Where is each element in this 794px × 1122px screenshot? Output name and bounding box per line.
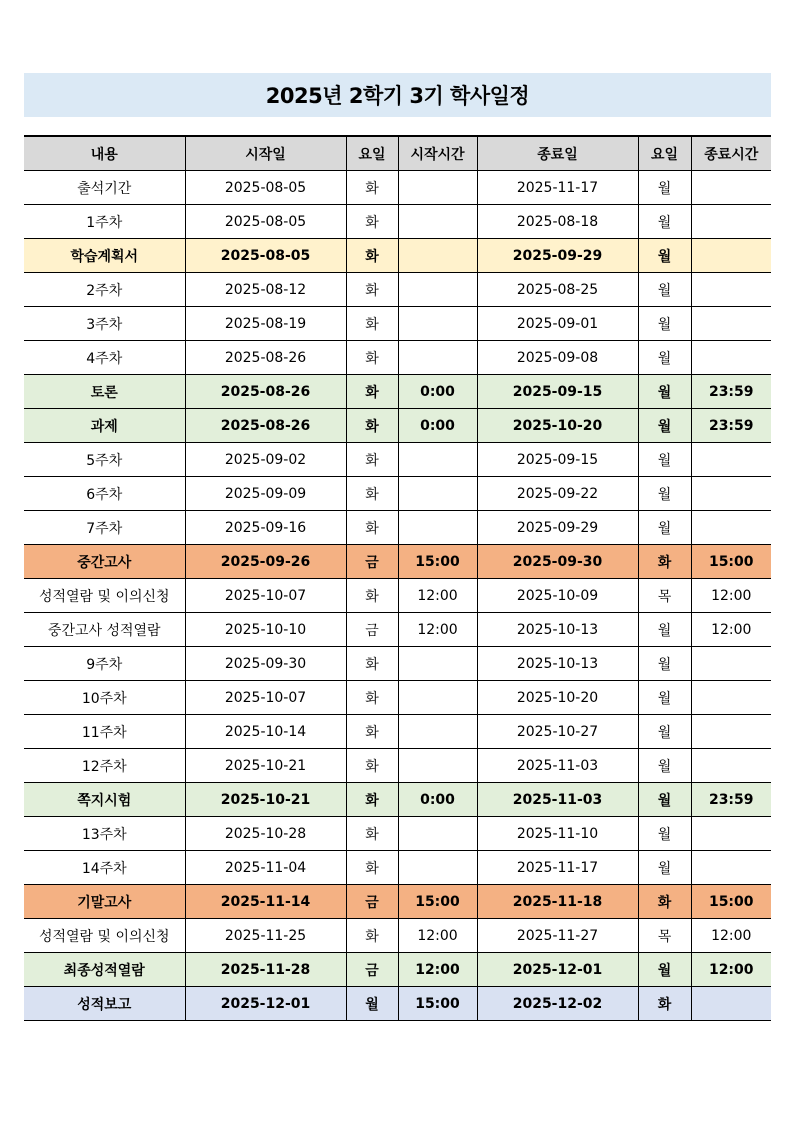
cell-end-weekday: 월: [638, 613, 691, 647]
cell-end-time: [691, 307, 771, 341]
cell-end-date: 2025-09-29: [477, 511, 638, 545]
cell-end-weekday: 월: [638, 953, 691, 987]
cell-start-time: 0:00: [398, 409, 477, 443]
cell-start-time: [398, 443, 477, 477]
cell-start-weekday: 화: [346, 681, 398, 715]
table-header-row: [24, 136, 771, 171]
cell-end-date: 2025-10-09: [477, 579, 638, 613]
cell-content: 7주차: [24, 511, 185, 545]
cell-end-date: 2025-11-27: [477, 919, 638, 953]
header-content: 내용: [24, 136, 185, 171]
cell-end-weekday: 월: [638, 409, 691, 443]
cell-start-date: 2025-08-26: [185, 409, 346, 443]
cell-end-date: 2025-09-01: [477, 307, 638, 341]
cell-end-date: 2025-12-01: [477, 953, 638, 987]
cell-content: 성적보고: [24, 987, 185, 1021]
cell-start-time: 15:00: [398, 545, 477, 579]
cell-start-weekday: 월: [346, 987, 398, 1021]
cell-end-weekday: 월: [638, 341, 691, 375]
cell-end-date: 2025-11-17: [477, 171, 638, 205]
cell-end-weekday: 월: [638, 749, 691, 783]
cell-start-weekday: 화: [346, 919, 398, 953]
cell-end-date: 2025-10-20: [477, 681, 638, 715]
cell-end-date: 2025-12-02: [477, 987, 638, 1021]
table-row: [24, 443, 771, 477]
cell-end-time: 12:00: [691, 919, 771, 953]
cell-end-time: [691, 511, 771, 545]
cell-end-time: [691, 647, 771, 681]
cell-end-date: 2025-08-25: [477, 273, 638, 307]
cell-end-time: [691, 477, 771, 511]
cell-start-time: [398, 273, 477, 307]
table-row: [24, 239, 771, 273]
table-row: [24, 273, 771, 307]
cell-start-time: [398, 511, 477, 545]
table-row: [24, 579, 771, 613]
table-row: [24, 749, 771, 783]
cell-content: 기말고사: [24, 885, 185, 919]
cell-start-weekday: 금: [346, 613, 398, 647]
cell-end-weekday: 월: [638, 171, 691, 205]
cell-start-weekday: 화: [346, 783, 398, 817]
cell-start-weekday: 화: [346, 817, 398, 851]
cell-content: 과제: [24, 409, 185, 443]
cell-content: 토론: [24, 375, 185, 409]
cell-end-date: 2025-09-08: [477, 341, 638, 375]
cell-content: 10주차: [24, 681, 185, 715]
cell-start-date: 2025-10-21: [185, 783, 346, 817]
cell-start-date: 2025-08-05: [185, 239, 346, 273]
table-row: [24, 885, 771, 919]
table-row: [24, 205, 771, 239]
cell-end-time: [691, 749, 771, 783]
header-start-time: 시작시간: [398, 136, 477, 171]
cell-start-weekday: 금: [346, 885, 398, 919]
cell-content: 학습계획서: [24, 239, 185, 273]
schedule-body: [24, 171, 771, 1021]
cell-start-date: 2025-08-05: [185, 171, 346, 205]
cell-end-time: 23:59: [691, 375, 771, 409]
cell-end-date: 2025-10-27: [477, 715, 638, 749]
cell-content: 2주차: [24, 273, 185, 307]
cell-content: 6주차: [24, 477, 185, 511]
cell-end-date: 2025-11-10: [477, 817, 638, 851]
cell-start-date: 2025-09-30: [185, 647, 346, 681]
cell-end-time: [691, 171, 771, 205]
header-start-date: 시작일: [185, 136, 346, 171]
cell-start-date: 2025-08-05: [185, 205, 346, 239]
cell-end-time: [691, 205, 771, 239]
table-row: [24, 307, 771, 341]
cell-end-weekday: 화: [638, 885, 691, 919]
cell-start-weekday: 금: [346, 953, 398, 987]
cell-end-weekday: 월: [638, 477, 691, 511]
cell-start-weekday: 화: [346, 307, 398, 341]
cell-content: 쪽지시험: [24, 783, 185, 817]
cell-end-weekday: 목: [638, 579, 691, 613]
table-row: [24, 375, 771, 409]
cell-start-date: 2025-10-07: [185, 579, 346, 613]
cell-start-date: 2025-10-28: [185, 817, 346, 851]
header-end-weekday: 요일: [638, 136, 691, 171]
cell-end-time: [691, 817, 771, 851]
cell-end-weekday: 월: [638, 375, 691, 409]
cell-content: 중간고사 성적열람: [24, 613, 185, 647]
cell-start-date: 2025-09-16: [185, 511, 346, 545]
cell-content: 13주차: [24, 817, 185, 851]
cell-end-weekday: 월: [638, 715, 691, 749]
cell-end-time: [691, 443, 771, 477]
cell-end-weekday: 화: [638, 545, 691, 579]
cell-start-date: 2025-08-26: [185, 341, 346, 375]
cell-start-date: 2025-08-26: [185, 375, 346, 409]
cell-start-weekday: 화: [346, 273, 398, 307]
cell-end-time: 12:00: [691, 613, 771, 647]
cell-start-weekday: 화: [346, 579, 398, 613]
cell-start-date: 2025-11-04: [185, 851, 346, 885]
cell-start-time: [398, 239, 477, 273]
cell-end-time: [691, 681, 771, 715]
cell-end-weekday: 월: [638, 307, 691, 341]
cell-start-date: 2025-10-14: [185, 715, 346, 749]
table-row: [24, 783, 771, 817]
cell-start-time: [398, 171, 477, 205]
table-row: [24, 545, 771, 579]
cell-end-date: 2025-11-17: [477, 851, 638, 885]
cell-start-time: 0:00: [398, 375, 477, 409]
cell-start-date: 2025-11-25: [185, 919, 346, 953]
cell-start-date: 2025-10-10: [185, 613, 346, 647]
cell-start-weekday: 금: [346, 545, 398, 579]
cell-start-time: 15:00: [398, 885, 477, 919]
cell-end-date: 2025-09-30: [477, 545, 638, 579]
cell-end-time: 15:00: [691, 885, 771, 919]
cell-start-weekday: 화: [346, 375, 398, 409]
cell-content: 9주차: [24, 647, 185, 681]
cell-content: 최종성적열람: [24, 953, 185, 987]
cell-end-time: [691, 715, 771, 749]
cell-start-time: [398, 851, 477, 885]
table-row: [24, 341, 771, 375]
cell-end-time: [691, 987, 771, 1021]
table-row: [24, 851, 771, 885]
cell-start-date: 2025-10-21: [185, 749, 346, 783]
cell-start-time: 15:00: [398, 987, 477, 1021]
cell-content: 14주차: [24, 851, 185, 885]
cell-end-time: [691, 851, 771, 885]
cell-start-time: [398, 647, 477, 681]
cell-start-weekday: 화: [346, 715, 398, 749]
table-row: [24, 647, 771, 681]
schedule-table: [24, 135, 771, 1021]
table-row: [24, 715, 771, 749]
cell-end-date: 2025-10-13: [477, 613, 638, 647]
cell-start-date: 2025-12-01: [185, 987, 346, 1021]
header-end-date: 종료일: [477, 136, 638, 171]
cell-end-weekday: 월: [638, 443, 691, 477]
cell-start-weekday: 화: [346, 851, 398, 885]
cell-start-weekday: 화: [346, 647, 398, 681]
cell-start-time: 12:00: [398, 953, 477, 987]
cell-end-date: 2025-09-29: [477, 239, 638, 273]
cell-start-time: [398, 477, 477, 511]
cell-content: 4주차: [24, 341, 185, 375]
cell-end-time: 23:59: [691, 409, 771, 443]
cell-content: 성적열람 및 이의신청: [24, 579, 185, 613]
cell-end-weekday: 월: [638, 511, 691, 545]
cell-content: 5주차: [24, 443, 185, 477]
cell-start-date: 2025-09-26: [185, 545, 346, 579]
cell-end-weekday: 목: [638, 919, 691, 953]
cell-end-weekday: 월: [638, 783, 691, 817]
cell-start-weekday: 화: [346, 239, 398, 273]
cell-start-date: 2025-09-09: [185, 477, 346, 511]
cell-start-weekday: 화: [346, 171, 398, 205]
cell-start-time: 12:00: [398, 919, 477, 953]
cell-start-time: [398, 205, 477, 239]
table-row: [24, 409, 771, 443]
cell-start-weekday: 화: [346, 409, 398, 443]
table-row: [24, 681, 771, 715]
cell-end-time: [691, 239, 771, 273]
cell-end-date: 2025-10-20: [477, 409, 638, 443]
cell-start-time: 0:00: [398, 783, 477, 817]
cell-start-date: 2025-11-28: [185, 953, 346, 987]
table-row: [24, 477, 771, 511]
cell-end-date: 2025-09-15: [477, 375, 638, 409]
cell-start-date: 2025-11-14: [185, 885, 346, 919]
cell-end-time: 23:59: [691, 783, 771, 817]
cell-end-date: 2025-11-03: [477, 783, 638, 817]
cell-end-date: 2025-11-18: [477, 885, 638, 919]
cell-content: 성적열람 및 이의신청: [24, 919, 185, 953]
table-row: [24, 953, 771, 987]
cell-start-time: [398, 749, 477, 783]
cell-start-time: 12:00: [398, 579, 477, 613]
cell-content: 출석기간: [24, 171, 185, 205]
page-title: 2025년 2학기 3기 학사일정: [24, 73, 771, 117]
cell-start-weekday: 화: [346, 205, 398, 239]
cell-end-weekday: 월: [638, 273, 691, 307]
cell-end-weekday: 월: [638, 851, 691, 885]
table-row: [24, 613, 771, 647]
cell-end-time: 15:00: [691, 545, 771, 579]
cell-content: 11주차: [24, 715, 185, 749]
cell-content: 1주차: [24, 205, 185, 239]
cell-content: 3주차: [24, 307, 185, 341]
cell-start-date: 2025-09-02: [185, 443, 346, 477]
cell-end-time: 12:00: [691, 953, 771, 987]
cell-start-time: [398, 307, 477, 341]
cell-start-time: 12:00: [398, 613, 477, 647]
cell-end-date: 2025-09-15: [477, 443, 638, 477]
cell-content: 12주차: [24, 749, 185, 783]
cell-start-weekday: 화: [346, 749, 398, 783]
header-start-weekday: 요일: [346, 136, 398, 171]
cell-end-time: [691, 273, 771, 307]
cell-end-time: 12:00: [691, 579, 771, 613]
table-row: [24, 817, 771, 851]
cell-end-time: [691, 341, 771, 375]
cell-start-weekday: 화: [346, 341, 398, 375]
cell-end-date: 2025-08-18: [477, 205, 638, 239]
cell-end-date: 2025-11-03: [477, 749, 638, 783]
table-row: [24, 919, 771, 953]
table-row: [24, 171, 771, 205]
cell-end-weekday: 월: [638, 817, 691, 851]
cell-end-date: 2025-10-13: [477, 647, 638, 681]
table-row: [24, 987, 771, 1021]
cell-start-time: [398, 715, 477, 749]
cell-end-weekday: 화: [638, 987, 691, 1021]
cell-start-time: [398, 341, 477, 375]
cell-end-weekday: 월: [638, 205, 691, 239]
cell-start-date: 2025-08-19: [185, 307, 346, 341]
cell-end-weekday: 월: [638, 239, 691, 273]
header-end-time: 종료시간: [691, 136, 771, 171]
cell-end-weekday: 월: [638, 647, 691, 681]
cell-content: 중간고사: [24, 545, 185, 579]
cell-end-weekday: 월: [638, 681, 691, 715]
cell-start-weekday: 화: [346, 443, 398, 477]
cell-start-weekday: 화: [346, 511, 398, 545]
table-row: [24, 511, 771, 545]
cell-start-weekday: 화: [346, 477, 398, 511]
cell-start-date: 2025-08-12: [185, 273, 346, 307]
cell-start-time: [398, 681, 477, 715]
cell-start-time: [398, 817, 477, 851]
cell-end-date: 2025-09-22: [477, 477, 638, 511]
cell-start-date: 2025-10-07: [185, 681, 346, 715]
